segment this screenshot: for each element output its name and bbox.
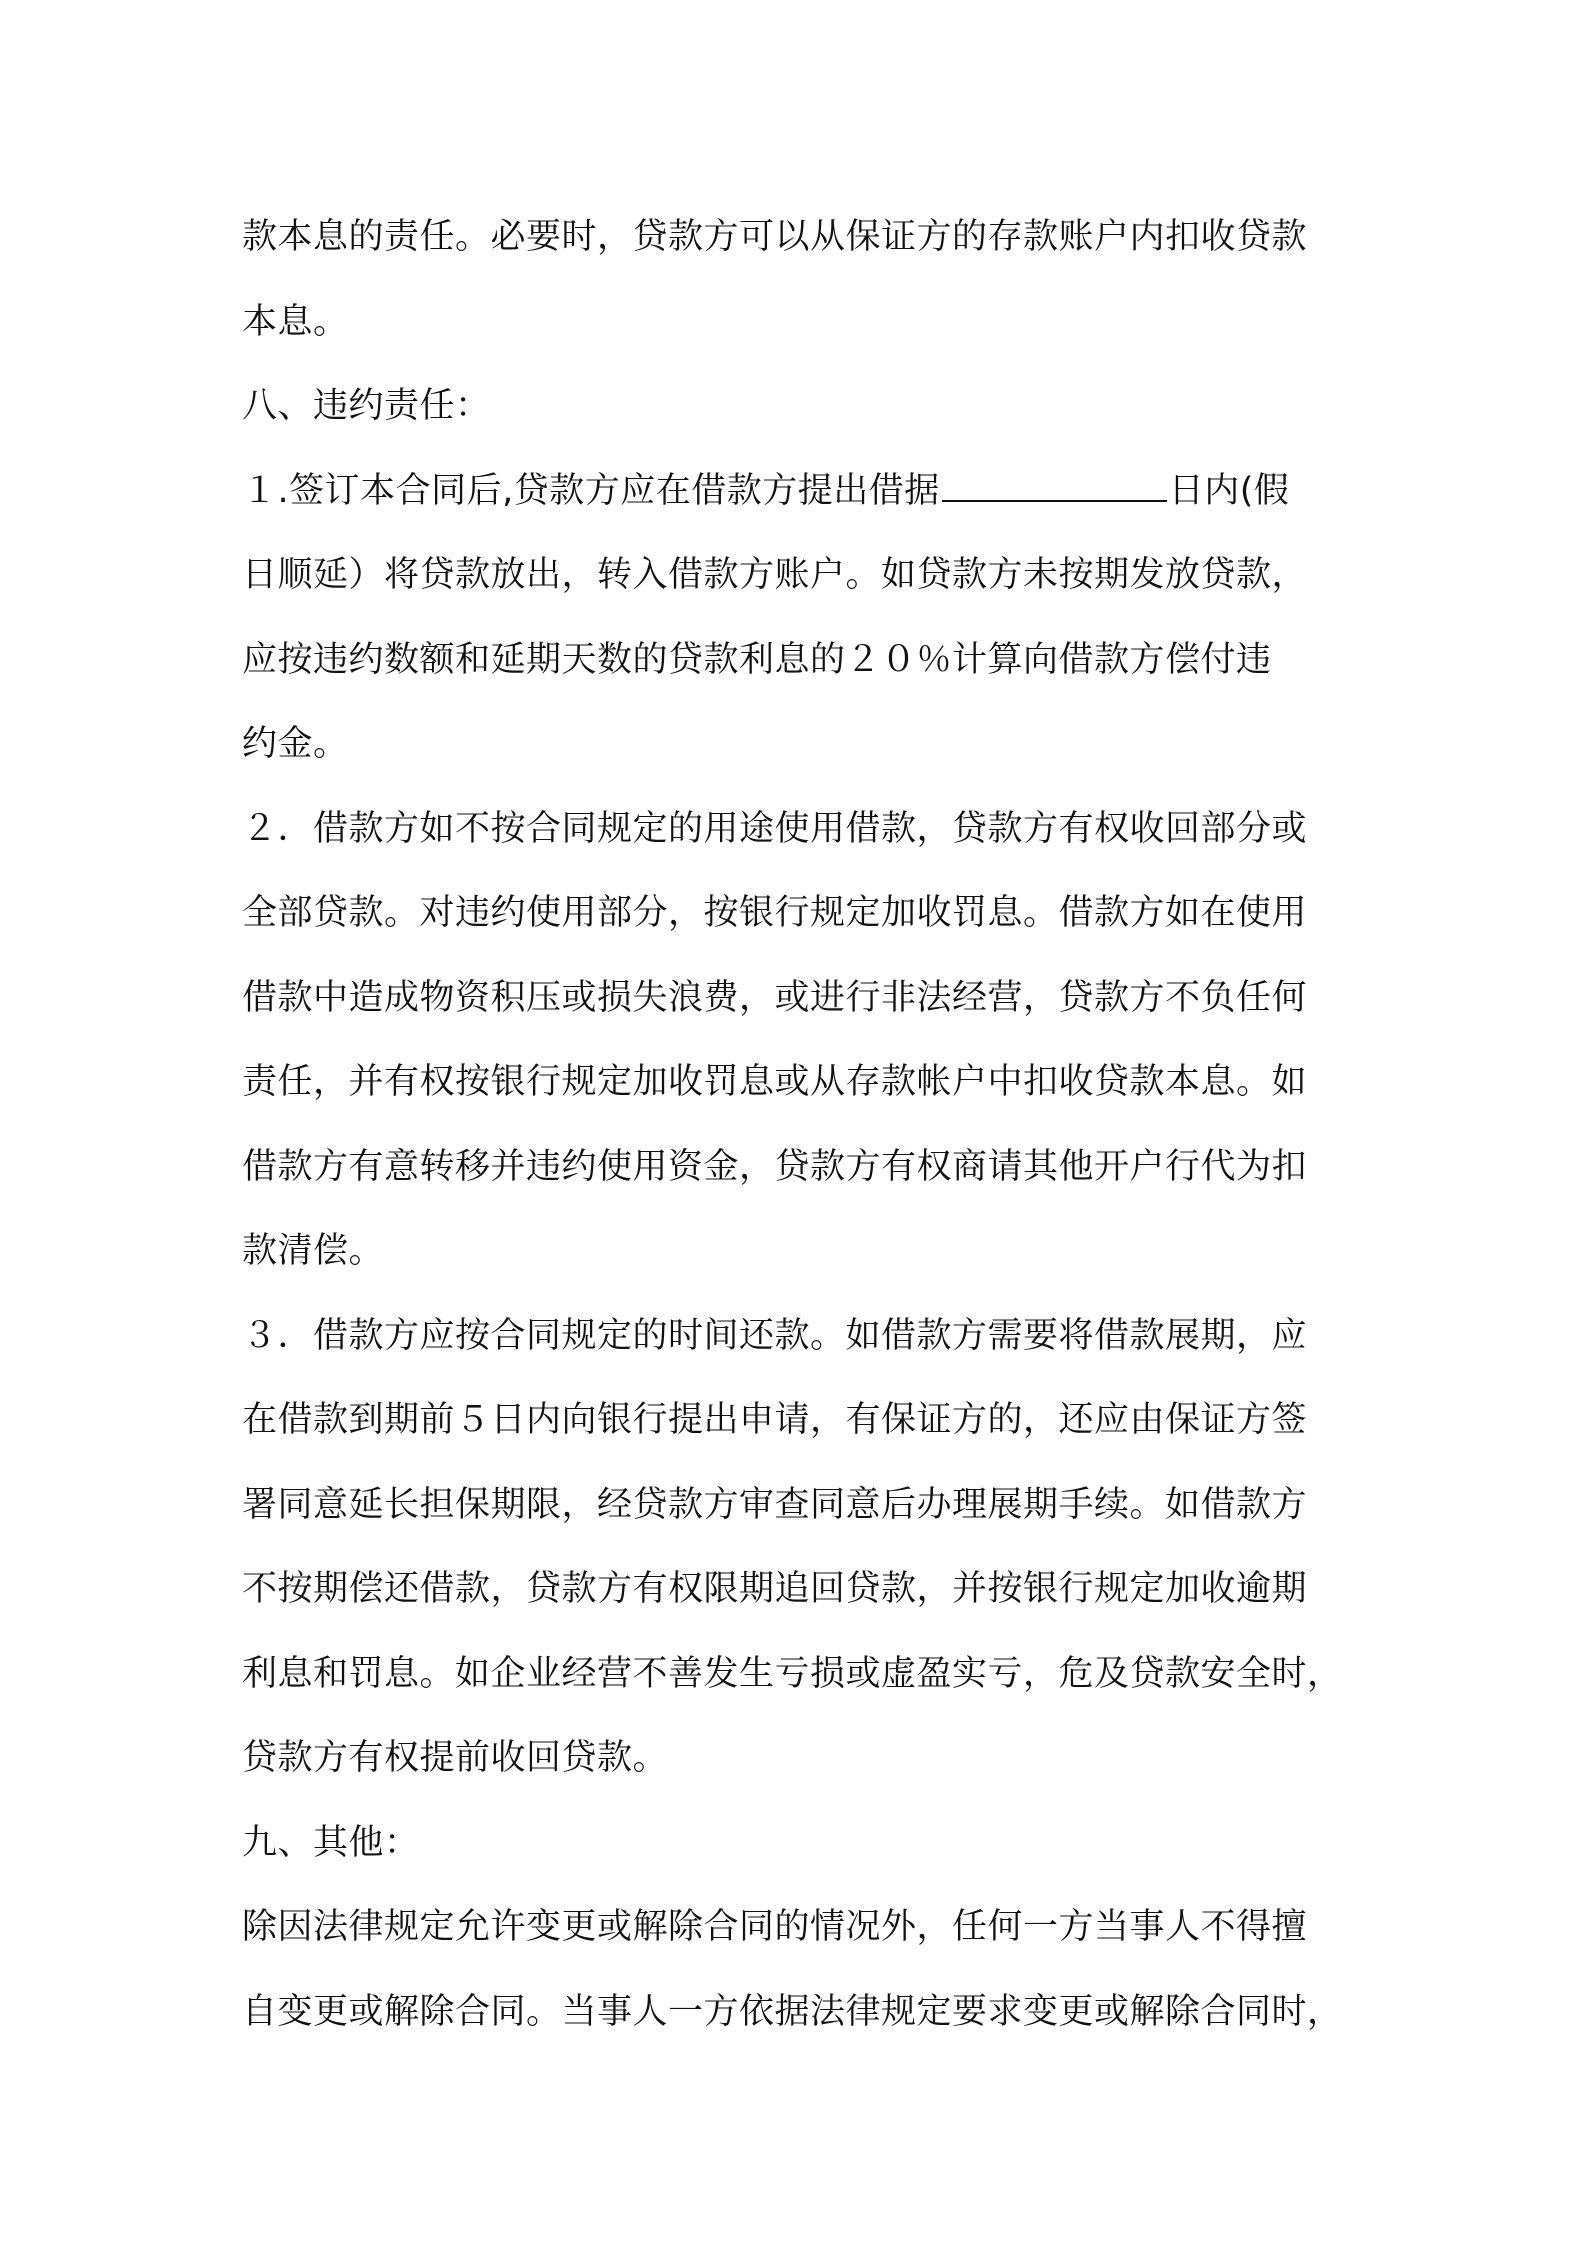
text-line: 在借款到期前５日内向银行提出申请，有保证方的，还应由保证方签 (242, 1400, 1308, 1440)
text-line: 本息。 (242, 301, 349, 342)
text-line: 贷款方有权提前收回贷款。 (242, 1738, 669, 1778)
clause-1-text-before-blank: １.签订本合同后,贷款方应在借款方提出借据 (242, 470, 940, 511)
text-line: 自变更或解除合同。当事人一方依据法律规定要求变更或解除合同时， (242, 1991, 1343, 2032)
clause-3-line: ３．借款方应按合同规定的时间还款。如借款方需要将借款展期，应 (242, 1315, 1308, 1356)
text-line: 款本息的责任。必要时，贷款方可以从保证方的存款账户内扣收贷款 (242, 217, 1308, 257)
text-line: 利息和罚息。如企业经营不善发生亏损或虚盈实亏，危及贷款安全时， (242, 1653, 1343, 1694)
clause-1-line (242, 449, 1362, 534)
text-line: 日顺延）将贷款放出，转入借款方账户。如贷款方未按期发放贷款， (242, 555, 1308, 595)
text-line: 责任，并有权按银行规定加收罚息或从存款帐户中扣收贷款本息。如 (242, 1062, 1308, 1102)
text-line: 除因法律规定允许变更或解除合同的情况外，任何一方当事人不得擅 (242, 1907, 1308, 1947)
section-heading-other: 九、其他： (242, 1822, 420, 1863)
text-line: 全部贷款。对违约使用部分，按银行规定加收罚息。借款方如在使用 (242, 893, 1308, 933)
text-line: 署同意延长担保期限，经贷款方审查同意后办理展期手续。如借款方 (242, 1484, 1308, 1525)
text-line: 约金。 (242, 724, 349, 764)
clause-2-line: ２．借款方如不按合同规定的用途使用借款，贷款方有权收回部分或 (242, 808, 1308, 849)
clause-1-text-after-blank: 日内(假 (1168, 470, 1290, 511)
text-line: 应按违约数额和延期天数的贷款利息的２０％计算向借款方偿付违 (242, 639, 1272, 680)
text-line: 借款方有意转移并违约使用资金，贷款方有权商请其他开户行代为扣 (242, 1146, 1308, 1187)
text-line: 借款中造成物资积压或损失浪费，或进行非法经营，贷款方不负任何 (242, 977, 1308, 1018)
document-body (242, 195, 1362, 2054)
text-line: 款清偿。 (242, 1231, 385, 1271)
section-heading-breach-liability: 八、违约责任： (242, 386, 491, 426)
text-line: 不按期偿还借款，贷款方有权限期追回贷款，并按银行规定加收逾期 (242, 1569, 1308, 1609)
fill-in-blank (942, 470, 1167, 502)
